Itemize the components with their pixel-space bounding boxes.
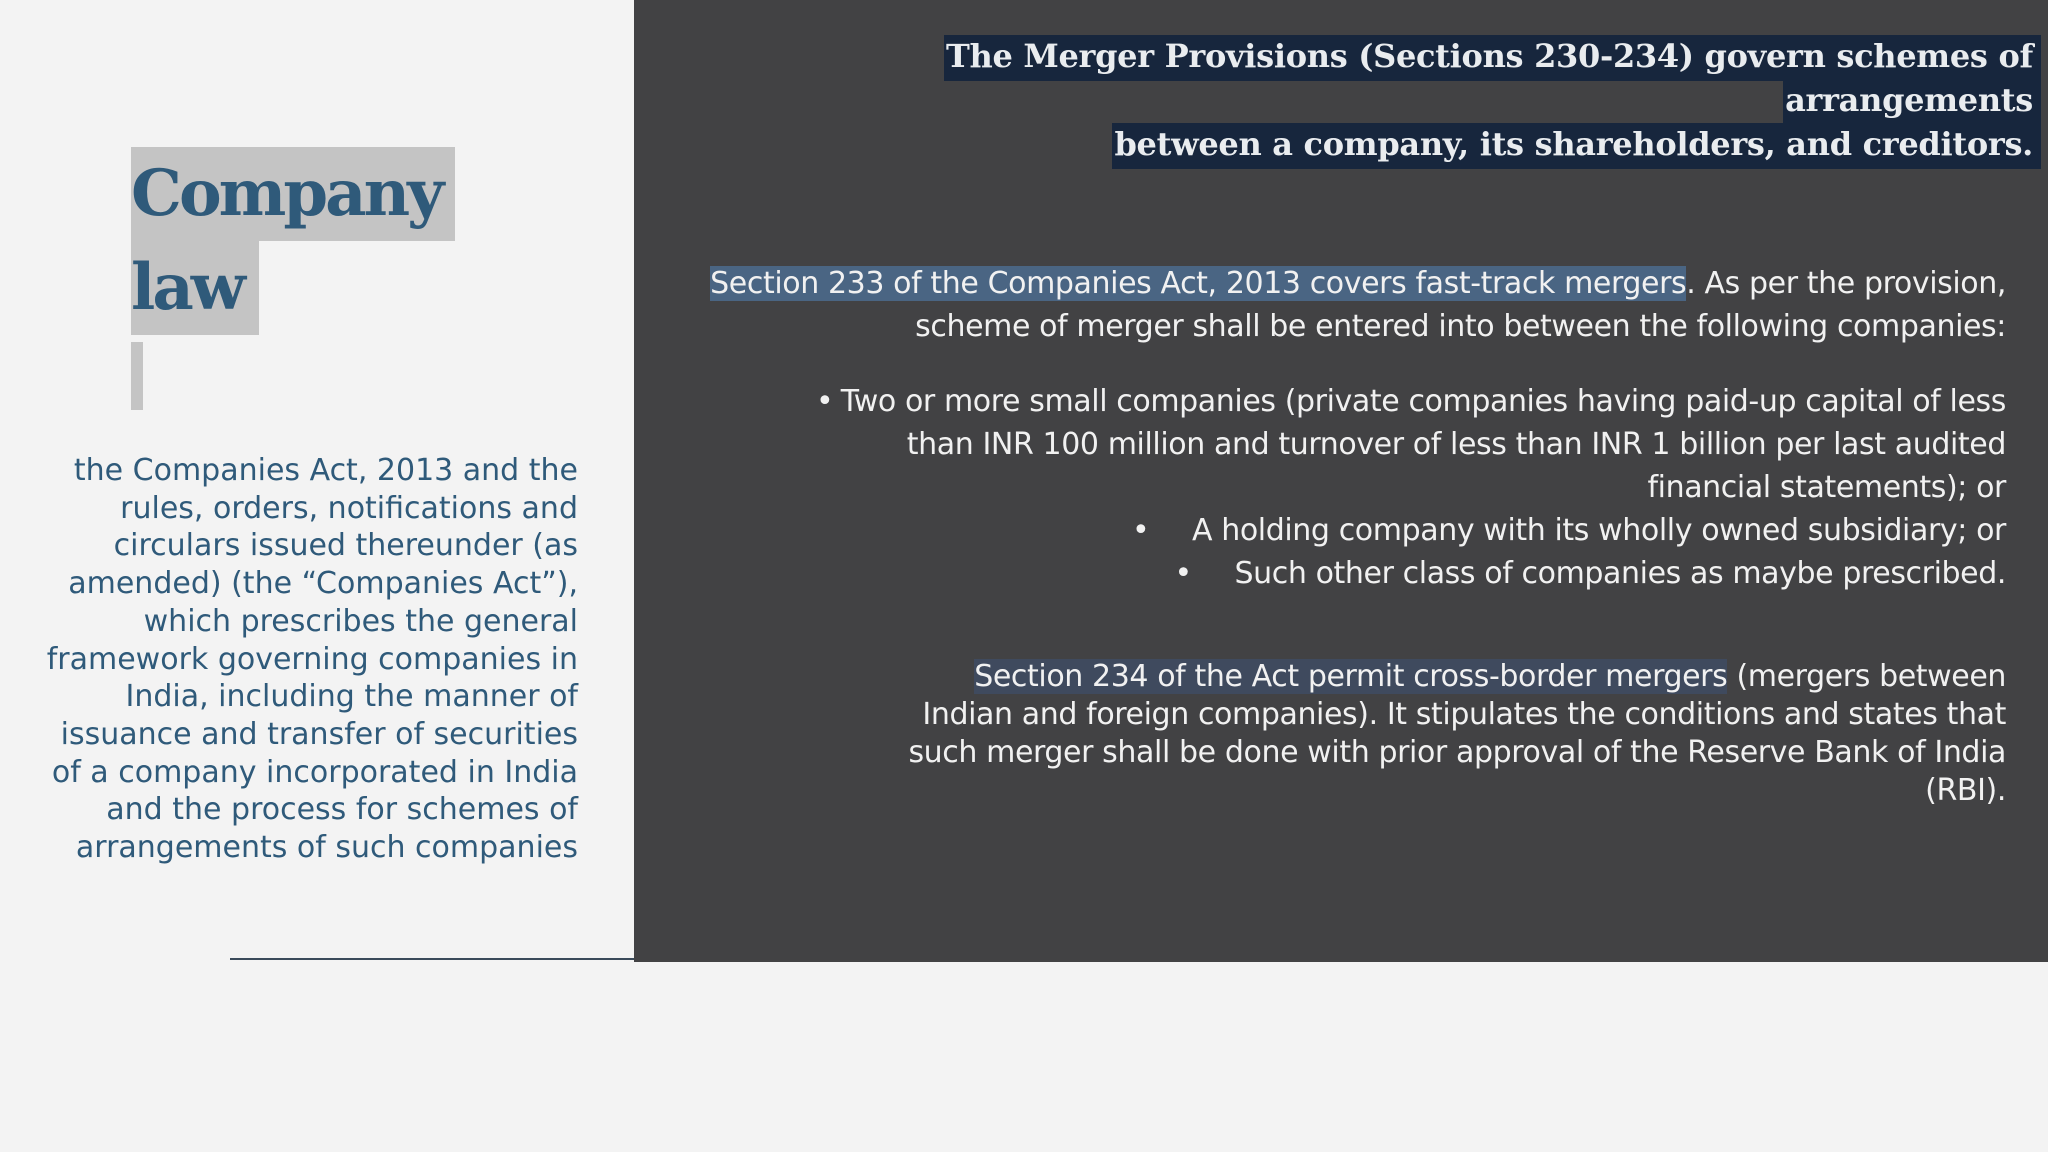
page-title xyxy=(131,147,455,335)
list-item-text: Two or more small companies (private companies having paid-up capital of less than INR 100 million and turnover of less than INR 1 billion per last audited financial statements); or xyxy=(840,384,2006,505)
heading-line-1: The Merger Provisions (Sections 230-234) govern schemes of arrangements xyxy=(944,35,2041,125)
section-233-paragraph xyxy=(666,262,2006,348)
title-accent-bar xyxy=(131,342,143,410)
heading-line-2: between a company, its shareholders, and creditors. xyxy=(1112,123,2041,169)
list-item xyxy=(666,552,2006,595)
section-233-text: . As per the provision, scheme of merger shall be entered into between the following companies: xyxy=(915,266,2006,344)
title-line-company: Company xyxy=(131,147,455,241)
divider-line xyxy=(230,958,634,960)
section-234-text: (mergers between Indian and foreign companies). It stipulates the conditions and states that such merger shall be done with prior approval of the Reserve Bank of India (RBI). xyxy=(908,659,2006,808)
list-item xyxy=(666,509,2006,552)
section-234-highlight: Section 234 of the Act permit cross-border mergers xyxy=(974,659,1728,694)
merger-provisions-heading xyxy=(741,34,2041,166)
right-panel xyxy=(634,0,2048,962)
bullet-icon: • xyxy=(1174,556,1192,591)
list-item-text: A holding company with its wholly owned subsidiary; or xyxy=(1191,513,2006,548)
left-panel xyxy=(0,0,634,962)
section-233-highlight: Section 233 of the Companies Act, 2013 covers fast-track mergers xyxy=(710,266,1687,301)
title-line-law: law xyxy=(131,241,259,335)
list-item xyxy=(666,380,2006,509)
list-item-text: Such other class of companies as maybe prescribed. xyxy=(1234,556,2006,591)
section-234-paragraph xyxy=(906,658,2006,810)
eligible-companies-list xyxy=(666,380,2006,595)
companies-act-description: the Companies Act, 2013 and the rules, orders, notifications and circulars issued thereunder (as amended) (the “Companies Act”), which prescribes the general framework governing companies in India, including the manner of issuance and transfer of securities of a company incorporated in India and the process for schemes of arrangements of such companies xyxy=(46,453,578,866)
bullet-icon: • xyxy=(816,384,834,419)
bullet-icon: • xyxy=(1131,513,1150,548)
